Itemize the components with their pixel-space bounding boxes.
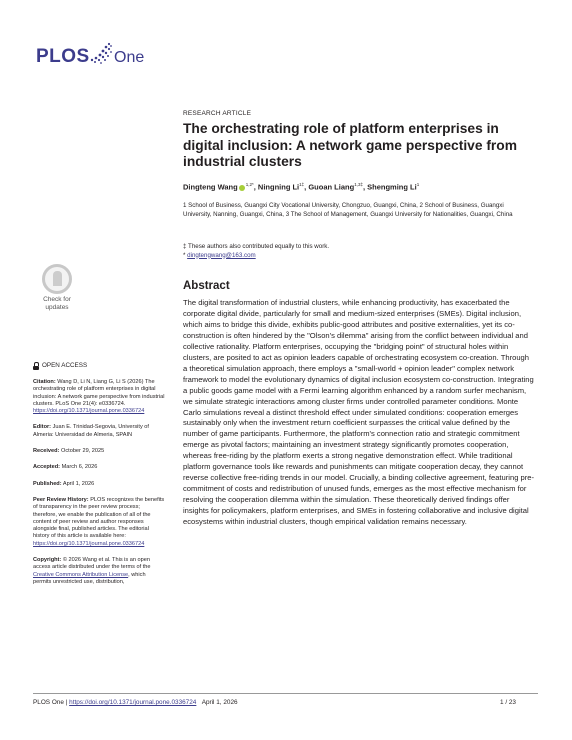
page-footer xyxy=(33,699,238,706)
author-list: Dingteng Wang $^{1,2*}$, Ningning $Li^{1\ddagger}$, Guoan Liang$^{1,3\ddagger}$, Shengming Li$^1$ xyxy=(183,182,420,192)
accepted-date: March 6, 2026 xyxy=(61,464,98,471)
author-name[interactable]: Dingteng Wang xyxy=(183,182,238,192)
license-link[interactable]: Creative Commons Attribution License xyxy=(33,571,129,578)
page-number: 1 / 23 xyxy=(500,699,516,706)
equal-contribution-note: ‡ These authors also contributed equally to this work. xyxy=(183,243,330,250)
published-date: April 1, 2026 xyxy=(62,480,95,487)
journal-logo xyxy=(36,40,156,80)
citation-doi-link[interactable]: https://doi.org/10.1371/journal.pone.0336724 xyxy=(33,408,145,415)
cfu-line1: Check for xyxy=(43,296,71,303)
received-block xyxy=(33,448,165,455)
author-notes xyxy=(183,243,329,260)
author-affil-sup: 1‡ xyxy=(299,182,305,187)
article-info-sidebar xyxy=(33,362,165,595)
copyright-tail: , which permits unrestricted use, distribution, xyxy=(33,571,146,585)
open-access-label: OPEN ACCESS xyxy=(42,362,88,370)
citation-block xyxy=(33,379,165,415)
open-access-badge xyxy=(33,362,165,370)
copyright-label: Copyright: xyxy=(33,557,62,564)
author-affil-sup: 1 xyxy=(416,182,420,187)
accepted-label: Accepted: xyxy=(33,464,61,471)
citation-label: Citation: xyxy=(33,379,56,385)
peer-review-text: PLOS recognizes the benefits of transparency in the peer review process; therefore, we enable the publication of all of the content of peer review and author responses alongside final, published articles. The editorial history of this article is available here: xyxy=(33,496,165,540)
journal-brand: PLOS xyxy=(36,46,90,67)
citation-text: Wang D, Li N, Liang G, Li S (2026) The orchestrating role of platform enterprises in digital inclusion: A network game perspective from industrial clusters. PLoS One 21(4): e0336724. xyxy=(33,379,165,407)
plos-logo-mark-icon xyxy=(88,40,114,66)
editor-label: Editor: xyxy=(33,424,52,431)
published-label: Published: xyxy=(33,480,62,487)
accepted-block xyxy=(33,464,165,471)
check-for-updates-icon xyxy=(42,264,72,294)
orcid-icon[interactable] xyxy=(239,185,245,191)
article-title: The orchestrating role of platform enterprises in digital inclusion: A network game perspective from industrial clusters xyxy=(183,121,518,169)
author-affil-sup: 1,3‡ xyxy=(354,182,363,187)
footer-journal: PLOS One xyxy=(33,699,64,706)
affiliations: 1 School of Business, Guangxi City Vocational University, Chongzuo, Guangxi, China, 2 School of Business, Guangxi University, Nanning, Guangxi, China, 3 The School of Management, Guangxi University for Nationalities, Guangxi, China xyxy=(183,202,513,219)
footer-date: April 1, 2026 xyxy=(201,699,238,706)
footer-divider xyxy=(33,693,538,694)
received-label: Received: xyxy=(33,448,60,455)
open-lock-icon xyxy=(33,362,40,370)
cfu-line2: updates xyxy=(45,303,69,311)
peer-review-block xyxy=(33,497,165,548)
author-name[interactable]: Guoan Liang xyxy=(308,182,355,192)
article-type: RESEARCH ARTICLE xyxy=(183,110,252,117)
check-for-updates-label xyxy=(36,296,78,311)
editor-block xyxy=(33,424,165,439)
received-date: October 29, 2025 xyxy=(61,448,105,455)
copyright-block xyxy=(33,557,165,586)
published-block xyxy=(33,481,165,488)
peer-review-link[interactable]: https://doi.org/10.1371/journal.pone.0336724 xyxy=(33,540,145,547)
corresponding-email-row: * dingtengwang@163.com xyxy=(183,251,256,259)
editor-text: Juan E. Trinidad-Segovia, University of Almeria: Universidad de Almeria, SPAIN xyxy=(33,424,149,438)
abstract-text: The digital transformation of industrial clusters, while enhancing productivity, has exacerbated the corporate digital divide, particularly for small and medium-sized enterprises (SMEs). Digital inclusion, which aims to bridge this divide, exhibits public-good attributes and positive externalities, yet its co-construction is often hindered by the "Olson's dilemma" arising from the conflict between individual and collective rationality. Platform enterprises, occupying the "bridging point" of structural holes within clusters, are posited to act as opinion leaders capable of orchestrating ecosystem co-creation. Through a theoretical simulation approach, there employs a "small-world + opinion leader" complex network framework to model the evolutionary dynamics of digital inclusion ecosystem co-construction. Integrating a public goods game model with a Fermi learning algorithm enhanced by a random surfer mechanism, we simulate strategic interactions among cluster firms under controlled parameter conditions. Monte Carlo simulations reveal a distinct threshold effect under simulated conditions: cooperation emerges sustainably only when the investment return coefficient surpasses the critical value defined by the number of game participants. Furthermore, the platform's connection ratio and strategic commitment emerge as pivotal factors; maintaining an investment strategy significantly promotes cooperation, whereas free-riding by the platform exerts a strong negative demonstration effect. While traditional platform governance tools like rewards and punishments can mitigate cooperation decay, they cannot reverse collective free-riding trends in our model. Crucially, a binding collective agreement, featuring pre-commitment of costs and redistribution of unused funds, emerges as the most effective mechanism for resolving the cooperation dilemma within the simulation. These theoretically derived findings offer insights for policymakers, platform enterprises, and SMEs in fostering collaborative and inclusive digital ecosystems within industrial clusters, though empirical validation remains necessary. xyxy=(183,298,535,527)
check-for-updates-button[interactable] xyxy=(36,264,78,312)
footer-separator: | xyxy=(65,699,68,706)
peer-review-label: Peer Review History: xyxy=(33,496,89,503)
author-name[interactable]: Shengming Li xyxy=(367,182,417,192)
corresponding-email-link[interactable]: dingtengwang@163.com xyxy=(187,251,256,259)
author-name[interactable]: Ningning Li xyxy=(257,182,300,192)
author-affil-sup: 1,2* xyxy=(245,182,254,187)
journal-name: One xyxy=(114,49,145,66)
footer-doi-link[interactable]: https://doi.org/10.1371/journal.pone.0336724 xyxy=(69,699,197,706)
abstract-heading: Abstract xyxy=(183,280,230,292)
copyright-text: © 2026 Wang et al. This is an open access article distributed under the terms of the xyxy=(33,557,151,571)
